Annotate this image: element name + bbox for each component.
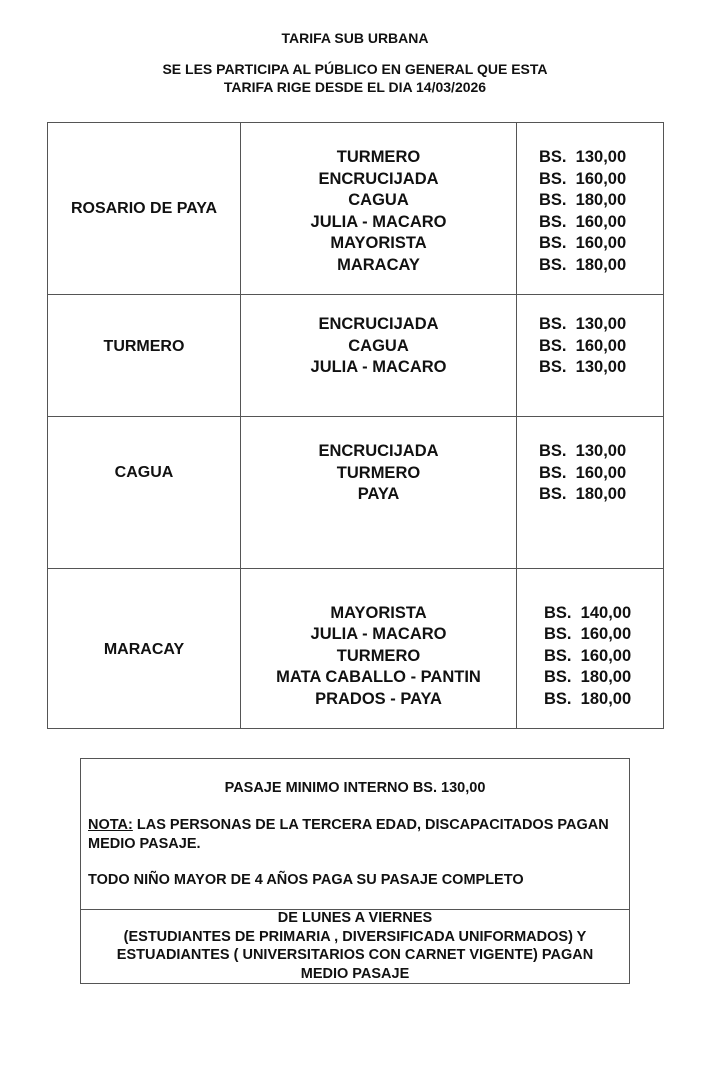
notes-box (80, 758, 630, 984)
students-line: MEDIO PASAJE (300, 965, 410, 982)
route-group (48, 295, 664, 417)
destination: MARACAY (337, 255, 420, 274)
price: BS. 180,00 (544, 668, 632, 687)
price: BS. 160,00 (539, 463, 627, 482)
price: BS. 160,00 (544, 625, 632, 644)
route-group (48, 123, 664, 295)
destination: JULIA - MACARO (310, 212, 447, 231)
destination: CAGUA (348, 191, 409, 209)
note-text: LAS PERSONAS DE LA TERCERA EDAD, DISCAPACITADOS PAGAN MEDIO PASAJE. (88, 817, 609, 852)
notice-line-2: TARIFA RIGE DESDE EL DIA 14/03/2026 (223, 79, 487, 95)
destination: TURMERO (336, 148, 421, 166)
destination: PAYA (357, 485, 400, 504)
prices-cell (517, 569, 664, 729)
prices-cell (517, 123, 664, 295)
origin-cell: ROSARIO DE PAYA (48, 123, 241, 295)
destination: MAYORISTA (330, 603, 427, 622)
students-line: (ESTUDIANTES DE PRIMARIA , DIVERSIFICADA UNIFORMADOS) Y (123, 928, 587, 945)
destination: JULIA - MACARO (310, 358, 447, 377)
price: BS. 160,00 (539, 336, 627, 355)
children-rule: TODO NIÑO MAYOR DE 4 AÑOS PAGA SU PASAJE COMPLETO (88, 872, 524, 888)
minimum-fare: PASAJE MINIMO INTERNO BS. 130,00 (224, 780, 486, 796)
destination: JULIA - MACARO (310, 625, 447, 644)
destination: MAYORISTA (330, 234, 427, 252)
destinations-cell (241, 417, 517, 569)
origin-cell: MARACAY (48, 569, 241, 729)
price: BS. 160,00 (539, 234, 627, 252)
origin-cell: TURMERO (48, 295, 241, 417)
destination: MATA CABALLO - PANTIN (276, 668, 481, 687)
destination: TURMERO (336, 463, 421, 482)
price: BS. 160,00 (544, 646, 632, 665)
destination: ENCRUCIJADA (318, 315, 439, 334)
price: BS. 130,00 (539, 315, 627, 334)
price: BS. 130,00 (539, 148, 627, 166)
price: BS. 160,00 (539, 169, 627, 188)
students-rule (81, 909, 629, 983)
destination: ENCRUCIJADA (318, 169, 439, 188)
destinations-cell (241, 295, 517, 417)
route-group (48, 569, 664, 729)
prices-cell (517, 295, 664, 417)
price: BS. 130,00 (539, 442, 627, 461)
students-line: DE LUNES A VIERNES (277, 910, 433, 926)
notice-line-1: SE LES PARTICIPA AL PÚBLICO EN GENERAL QUE ESTA (162, 61, 548, 77)
students-line: ESTUADIANTES ( UNIVERSITARIOS CON CARNET VIGENTE) PAGAN (116, 947, 594, 963)
note-label: NOTA: (88, 817, 133, 833)
price: BS. 180,00 (539, 485, 627, 504)
destination: PRADOS - PAYA (315, 689, 442, 708)
destination: ENCRUCIJADA (318, 442, 439, 461)
page-title: TARIFA SUB URBANA (281, 30, 429, 46)
origin-cell: CAGUA (48, 417, 241, 569)
price: BS. 180,00 (539, 191, 627, 209)
price: BS. 140,00 (544, 603, 632, 622)
price: BS. 160,00 (539, 212, 627, 231)
destination: CAGUA (348, 336, 409, 355)
price: BS. 130,00 (539, 358, 627, 377)
price: BS. 180,00 (539, 255, 627, 274)
fare-table (47, 122, 664, 729)
destinations-cell (241, 123, 517, 295)
destinations-cell (241, 569, 517, 729)
note-paragraph (88, 816, 628, 854)
destination: TURMERO (336, 646, 421, 665)
price: BS. 180,00 (544, 689, 632, 708)
route-group (48, 417, 664, 569)
prices-cell (517, 417, 664, 569)
